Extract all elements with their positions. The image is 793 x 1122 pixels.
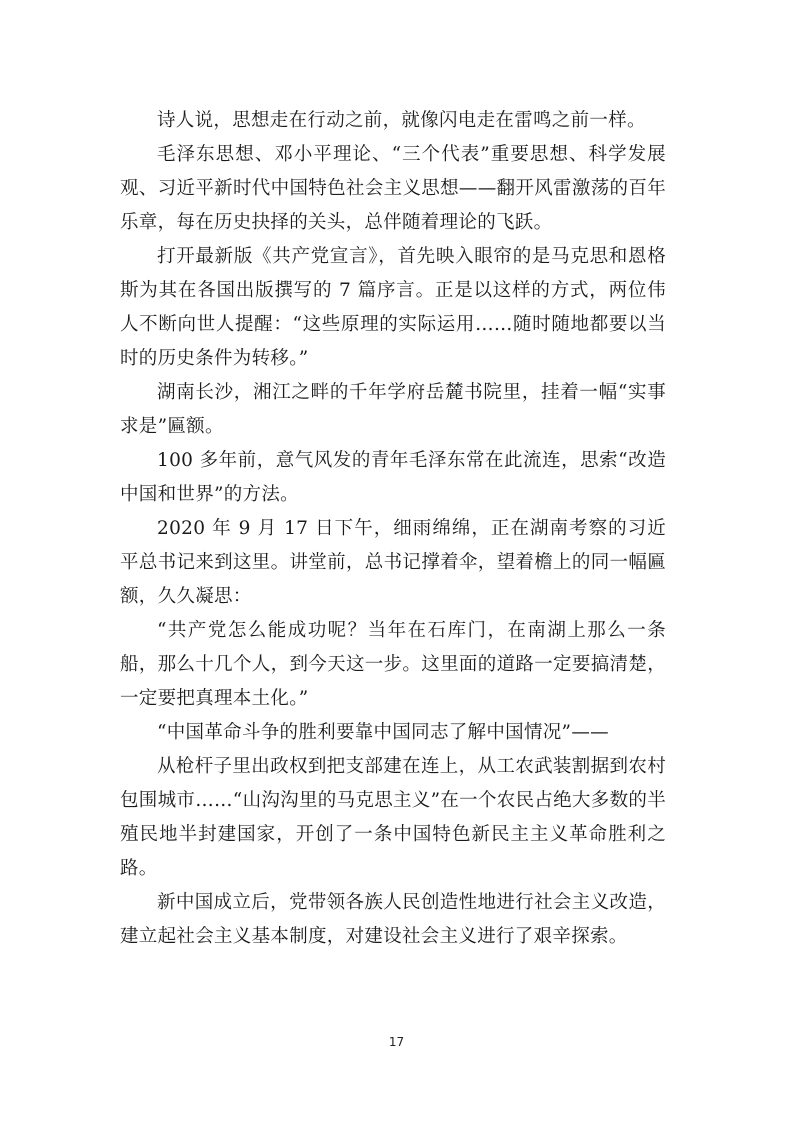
paragraph-1: 诗人说，思想走在行动之前，就像闪电走在雷鸣之前一样。 xyxy=(157,110,646,131)
paragraph-4: 湖南长沙，湘江之畔的千年学府岳麓书院里，挂着一幅“实事求是”匾额。 xyxy=(120,382,666,437)
paragraph-2: 毛泽东思想、邓小平理论、“三个代表”重要思想、科学发展观、习近平新时代中国特色社会主义思想——翻开风雷激荡的百年乐章，每在历史抉择的关头，总伴随着理论的飞跃。 xyxy=(120,144,666,233)
body-text xyxy=(120,104,666,954)
page-number: 17 xyxy=(388,1035,405,1049)
paragraph-8: “中国革命斗争的胜利要靠中国同志了解中国情况”—— xyxy=(157,722,609,743)
paragraph-10: 新中国成立后，党带领各族人民创造性地进行社会主义改造，建立起社会主义基本制度，对建设社会主义进行了艰辛探索。 xyxy=(120,892,666,947)
paragraph-5: 100 多年前，意气风发的青年毛泽东常在此流连，思索“改造中国和世界”的方法。 xyxy=(120,450,666,505)
paragraph-3: 打开最新版《共产党宣言》，首先映入眼帘的是马克思和恩格斯为其在各国出版撰写的 7 篇序言。正是以这样的方式，两位伟人不断向世人提醒：“这些原理的实际运用……随时随地都要以当时的历史条件为转移。” xyxy=(120,246,666,369)
paragraph-7: “共产党怎么能成功呢？当年在石库门，在南湖上那么一条船，那么十几个人，到今天这一步。这里面的道路一定要搞清楚，一定要把真理本土化。” xyxy=(120,620,666,709)
paragraph-9: 从枪杆子里出政权到把支部建在连上，从工农武装割据到农村包围城市……“山沟沟里的马克思主义”在一个农民占绝大多数的半殖民地半封建国家，开创了一条中国特色新民主主义革命胜利之路。 xyxy=(120,756,666,879)
paragraph-6: 2020 年 9 月 17 日下午，细雨绵绵，正在湖南考察的习近平总书记来到这里。讲堂前，总书记撑着伞，望着檐上的同一幅匾额，久久凝思： xyxy=(120,518,666,607)
